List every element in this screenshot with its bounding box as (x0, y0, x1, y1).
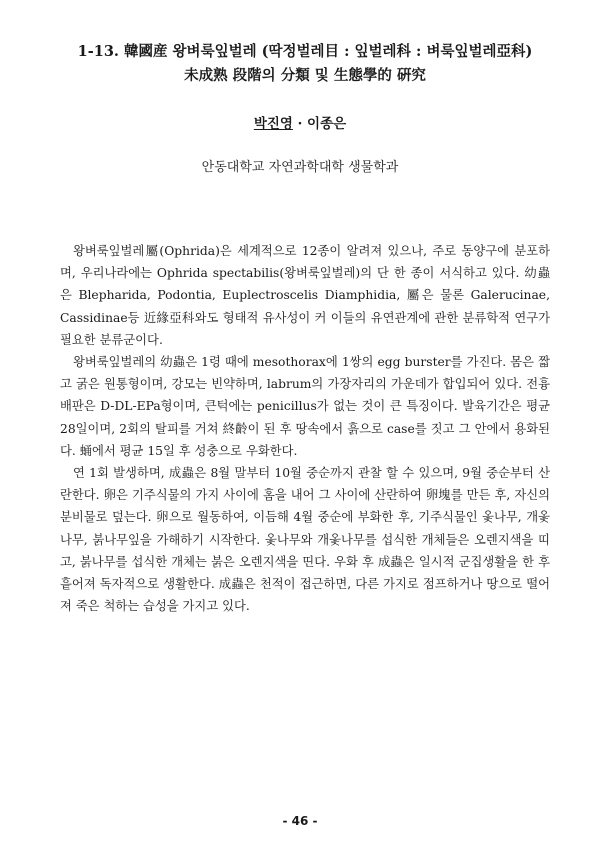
paper-title (60, 40, 550, 88)
author-presenting: 박진영 (253, 116, 293, 132)
author-coauthor: 이종은 (307, 116, 347, 132)
affiliation: 안동대학교 자연과학대학 생물학과 (201, 160, 399, 175)
paragraph-3: 연 1회 발생하며, 成蟲은 8월 말부터 10월 중순까지 관찰 할 수 있으며, 9월 중순부터 산란한다. 卵은 기주식물의 가지 사이에 홈을 내어 그 사이에 산란하여 卵塊를 만든 후, 자신의 분비물로 덮는다. 卵으로 월동하여, 이듬해 4월 중순에 부화한 후, 기주식물인 옻나무, 개옻나무, 붉나무잎을 가해하기 시작한다. 옻나무와 개옻나무를 섭식한 개체들은 오렌지색을 띠고, 붉나무를 섭식한 개체는 붉은 오렌지색을 띤다. 우화 후 成蟲은 일시적 군집생활을 한 후 흩어져 독자적으로 생활한다. 成蟲은 천적이 접근하면, 다른 가지로 점프하거나 땅으로 떨어져 죽은 척하는 습성을 가지고 있다. (60, 466, 550, 614)
paragraph-1: 왕벼룩잎벌레屬(Ophrida)은 세계적으로 12종이 알려져 있으나, 주로 동양구에 분포하며, 우리나라에는 Ophrida spectabilis(왕벼룩잎벌레)의 단 한 종이 서식하고 있다. 幼蟲은 Blepharida, Podontia, Euplectroscelis Diamphidia, 屬은 물론 Galerucinae, Cassidinae등 近緣亞科와도 형태적 유사성이 커 이들의 유연관계에 관한 분류학적 연구가 필요한 분류군이다. (60, 244, 550, 347)
title-line-1: 1-13. 韓國産 왕벼룩잎벌레 (딱정벌레目 : 잎벌레科 : 벼룩잎벌레亞科) (77, 43, 533, 60)
title-line-2: 未成熟 段階의 分類 및 生態學的 硏究 (184, 67, 426, 84)
page-number: - 46 - (282, 814, 318, 828)
author-separator: · (292, 116, 308, 132)
paragraph-2: 왕벼룩잎벌레의 幼蟲은 1령 때에 mesothorax에 1쌍의 egg burster를 가진다. 몸은 짧고 굵은 원통형이며, 강모는 빈약하며, labrum의 가장자리의 가운데가 합입되어 있다. 전흉배판은 D-DL-EPa형이며, 큰턱에는 penicillus가 없는 것이 큰 특징이다. 발육기간은 평균 28일이며, 2회의 탈피를 거쳐 終齡이 된 후 땅속에서 흙으로 case를 짓고 그 안에서 용화된다. 蛹에서 평균 15일 후 성충으로 우화한다. (60, 355, 550, 458)
abstract-body (60, 240, 550, 617)
author-list (0, 112, 600, 132)
